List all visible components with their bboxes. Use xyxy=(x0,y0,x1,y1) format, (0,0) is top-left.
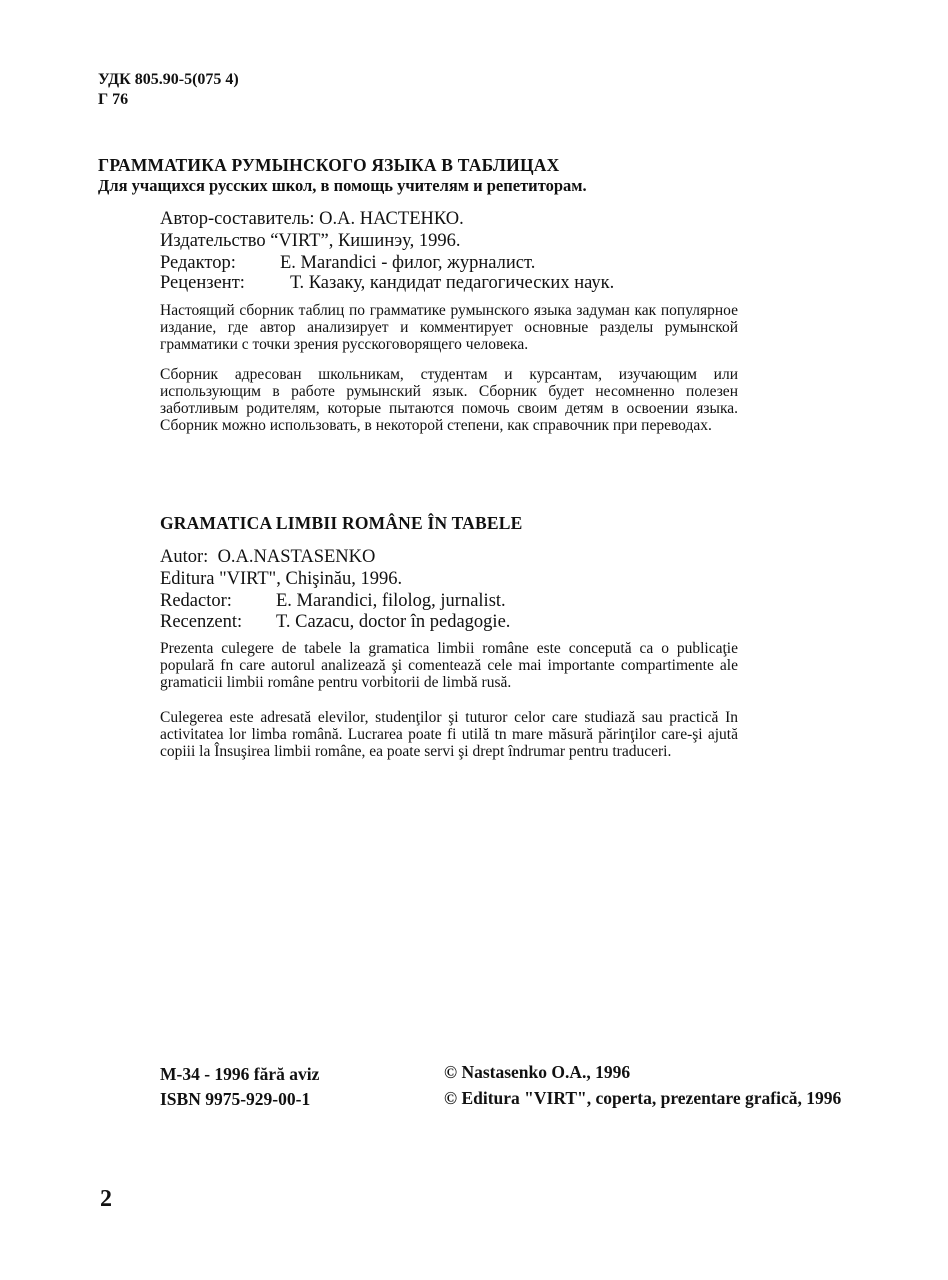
romanian-reviewer-value: T. Cazacu, doctor în pedagogie. xyxy=(276,612,511,632)
romanian-reviewer xyxy=(160,611,510,633)
classification-code: Г 76 xyxy=(98,91,129,108)
russian-paragraph-2: Сборник адресован школьникам, студентам и курсантам, изучающим или использующим в работе румынский язык. Сборник будет несомненно полезен заботливым родителям, которые пытаются помочь своим детям в освоении языка. Сборник можно использовать, в некоторой степени, как справочник при переводах. xyxy=(160,366,738,434)
romanian-author-value: O.A.NASTASENKO xyxy=(217,547,376,567)
russian-paragraph-1: Настоящий сборник таблиц по грамматике румынского языка задуман как популярное издание, где автор анализирует и комментирует основные разделы румынской грамматики с точки зрения русскоговорящего человека. xyxy=(160,302,738,353)
russian-author: Автор-составитель: О.А. НАСТЕНКО. xyxy=(160,209,464,229)
russian-reviewer xyxy=(160,272,614,294)
romanian-reviewer-label: Recenzent: xyxy=(160,612,243,632)
romanian-editor xyxy=(160,590,506,612)
russian-reviewer-value: Т. Казаку, кандидат педагогических наук. xyxy=(290,273,615,293)
romanian-publisher: Editura "VIRT", Chişinău, 1996. xyxy=(160,569,403,589)
romanian-paragraph-1: Prezenta culegere de tabele la gramatica limbii române este concepută ca o publicaţie populară fn care autorul analizează şi comentează cele mai importante compartimente ale gramaticii limbii române pentru vorbitorii de limbă rusă. xyxy=(160,640,738,691)
russian-title: ГРАММАТИКА РУМЫНСКОГО ЯЗЫКА В ТАБЛИЦАХ xyxy=(98,155,560,175)
russian-editor xyxy=(160,252,535,274)
romanian-paragraph-2: Culegerea este adresată elevilor, studenţilor şi tuturor celor care studiază sau practică In activitatea lor limba română. Lucrarea poate fi utilă tn mare măsură părinţilor care-şi ajută copiii la Însuşirea limbii române, ea poate servi şi drept îndrumar pentru traduceri. xyxy=(160,709,738,760)
russian-publisher: Издательство “VIRT”, Кишинэу, 1996. xyxy=(160,231,461,251)
romanian-author-label: Autor: xyxy=(160,547,209,567)
russian-editor-label: Редактор: xyxy=(160,253,236,273)
isbn-line: ISBN 9975-929-00-1 xyxy=(160,1089,311,1109)
romanian-editor-value: E. Marandici, filolog, jurnalist. xyxy=(276,591,506,611)
russian-editor-value: Е. Marandici - филог, журналист. xyxy=(280,253,536,273)
copyright-publisher: © Editura "VIRT", coperta, prezentare grafică, 1996 xyxy=(444,1088,842,1108)
romanian-title: GRAMATICA LIMBII ROMÂNE ÎN TABELE xyxy=(160,513,523,533)
romanian-editor-label: Redactor: xyxy=(160,591,232,611)
romanian-author xyxy=(160,546,375,568)
russian-subtitle: Для учащихся русских школ, в помощь учителям и репетиторам. xyxy=(98,176,587,195)
russian-reviewer-label: Рецензент: xyxy=(160,273,245,293)
copyright-author: © Nastasenko O.A., 1996 xyxy=(444,1062,631,1082)
udk-code: УДК 805.90-5(075 4) xyxy=(98,71,239,88)
aviz-line: M-34 - 1996 fără aviz xyxy=(160,1064,320,1084)
page-number: 2 xyxy=(100,1186,112,1212)
